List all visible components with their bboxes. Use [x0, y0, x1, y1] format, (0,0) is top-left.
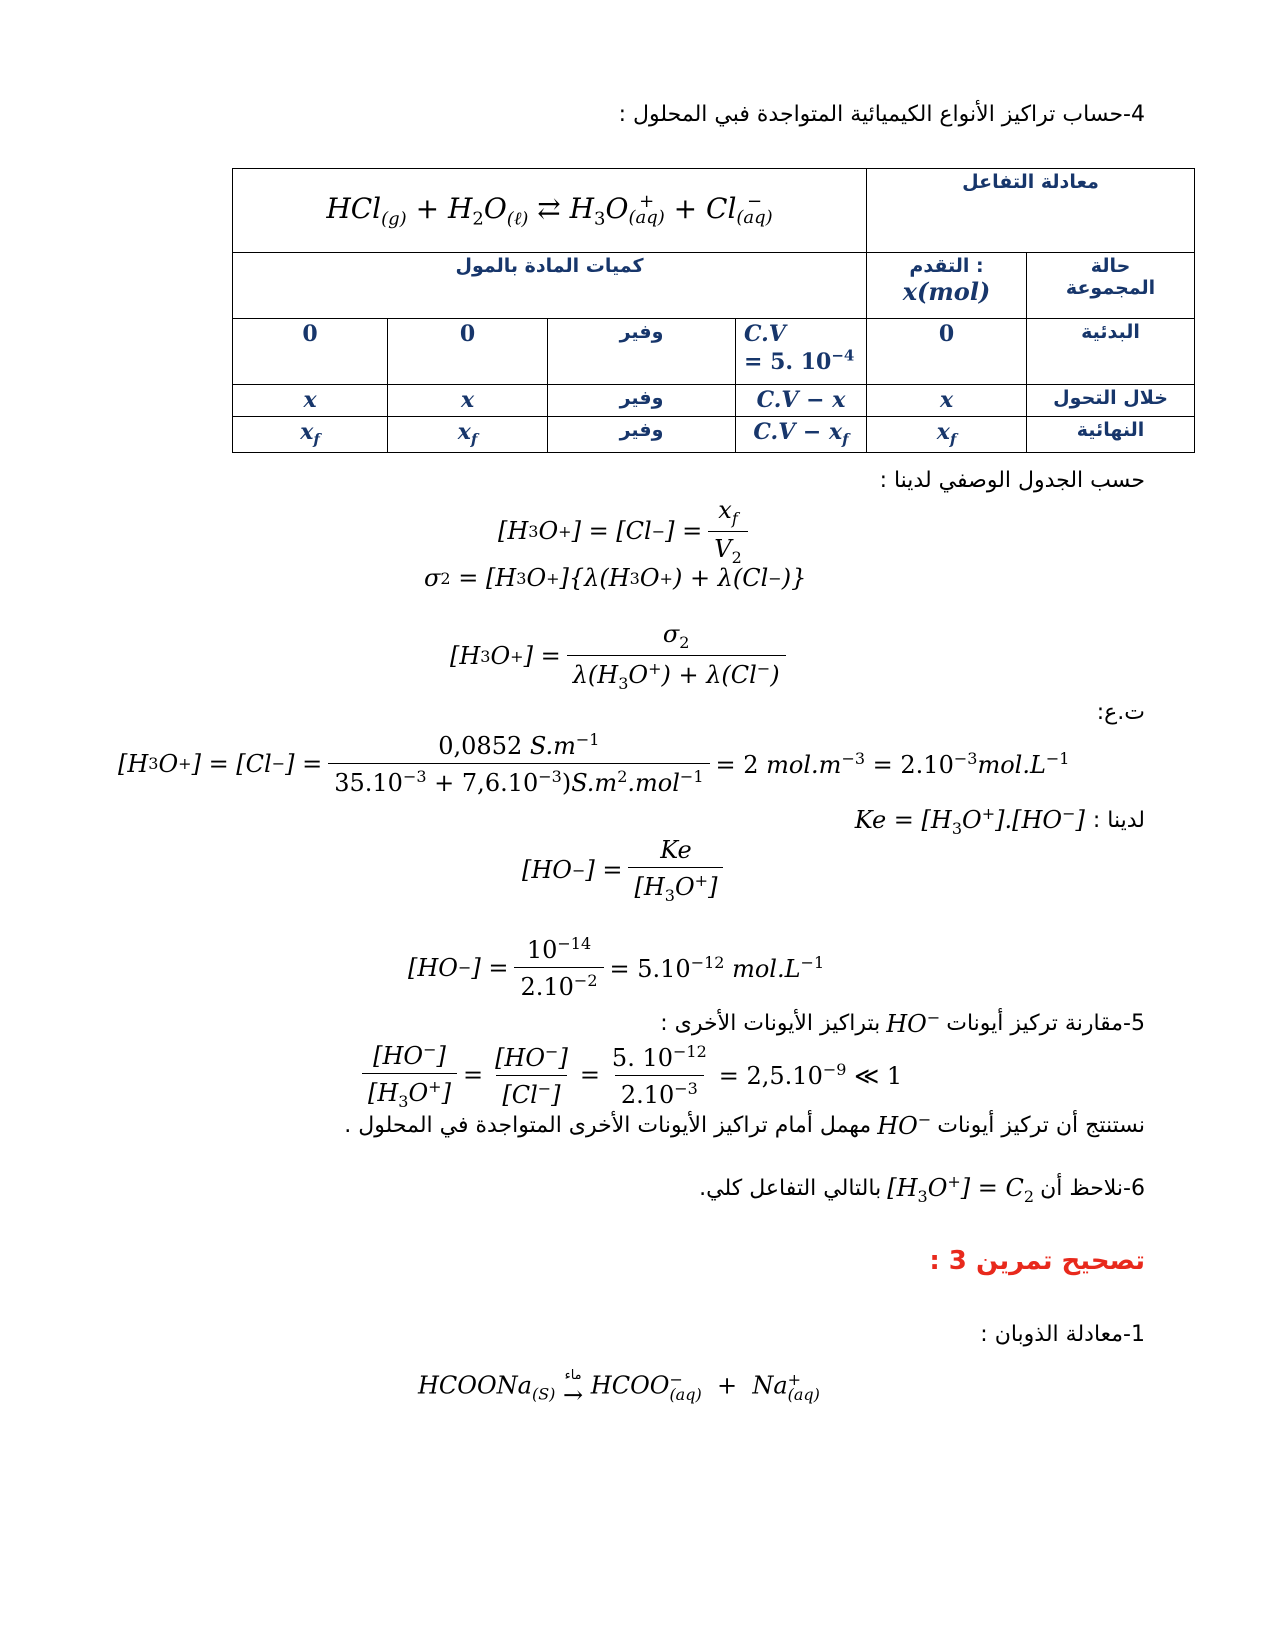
quantities-label: كميات المادة بالمول [233, 253, 867, 319]
cell-water: وفير [548, 417, 736, 453]
question-1-heading: 1-معادلة الذوبان : [980, 1322, 1145, 1347]
conclusion-part-b: مهمل أمام تراكيز الأيونات الأخرى المتواجدة في المحلول . [344, 1112, 872, 1138]
cell-h3o: $x_f$ [388, 417, 548, 453]
dissolution-equation: HCOONa$_{(S)}$ ماء → HCOO − (aq) + Na + (aq) [418, 1368, 820, 1409]
state-label-line2: المجموعة [1065, 277, 1156, 299]
cell-h3o: x [388, 385, 548, 417]
ke-prefix: لدينا : [1092, 808, 1145, 834]
advance-label: التقدم : [909, 255, 984, 277]
cell-cl: 0 [233, 319, 388, 385]
advance-unit: x(mol) [902, 277, 991, 306]
conclusion-part-a: نستنتج أن تركيز أيونات [937, 1112, 1145, 1138]
cell-state: النهائية [1027, 417, 1195, 453]
cell-hcl: C.V − x [736, 385, 867, 417]
conclusion-line-1 [344, 1110, 1145, 1140]
according-table-text: حسب الجدول الوصفي لدينا : [879, 468, 1145, 493]
cell-hcl: $C.V - x_f$ [736, 417, 867, 453]
ke-line [855, 804, 1145, 838]
numerical-application-label: ت.ع: [1096, 700, 1145, 725]
equation-ratio: $\frac{[HO^-]}{[H_3O^+]}$ = $\frac{[HO^-]}{[Cl^-]}$ = $\frac{5. 10^{-12}}{2.10^{-3}}$ = $2,5.10^{-9}$ ≪ 1 [356, 1040, 902, 1111]
cell-x: x [867, 385, 1027, 417]
water-label: ماء [564, 1368, 582, 1383]
cell-hcl: C.V = 5. $10^{-4}$ [736, 319, 867, 385]
cell-cl: $x_f$ [233, 417, 388, 453]
equation-conductivity: σ 2 = [H 3 O + ]{λ(H 3 O + ) + λ(Cl − )} [424, 564, 807, 592]
q6-part-a: 6-نلاحظ أن [1040, 1176, 1145, 1202]
cell-x: 0 [867, 319, 1027, 385]
equation-concentration: [H 3 O + ] = [Cl − ] = $\frac{x_f}{V_2}$ [498, 496, 754, 567]
conclusion-ion: HO− [877, 1110, 932, 1140]
q6-equation: $[H_3O^+] = C_2$ [887, 1172, 1035, 1206]
equation-ho-expression: [HO − ] = $\frac{Ke}{[H_3O^+]}$ [522, 836, 729, 905]
question-6-line [699, 1172, 1145, 1206]
exercise-3-title: تصحيح تمرين 3 : [929, 1246, 1145, 1276]
table-row-during [233, 385, 1195, 417]
question-4-heading: 4-حساب تراكيز الأنواع الكيميائية المتواجدة فبي المحلول : [618, 102, 1145, 127]
equation-ho-numeric: [HO − ] = $\frac{10^{-14}}{2.10^{-2}}$ = $5.10^{-12}$ $mol.L^{-1}$ [408, 934, 825, 1001]
cell-water: وفير [548, 385, 736, 417]
q5-heading-part-a: 5-مقارنة تركيز أيونات [946, 1010, 1145, 1036]
reaction-equation-cell: $HCl_{(g)} + H_2O_{(\ell)}$ ⇄ $H_3O$ + (aq) + Cl − (aq) [233, 169, 867, 253]
ke-equation: $Ke = [H_3O^+].[HO^-]$ [854, 804, 1085, 838]
cell-h3o: 0 [388, 319, 548, 385]
cell-cl: x [233, 385, 388, 417]
equation-h3o-expression: [H 3 O + ] = $\frac{\sigma_2}{\lambda(H_3O^+) + \lambda(Cl^-)}$ [450, 620, 792, 693]
reaction-label: معادلة التفاعل [867, 169, 1195, 253]
cell-state: البدئية [1027, 319, 1195, 385]
advance-header [867, 253, 1027, 319]
state-header [1027, 253, 1195, 319]
state-label-line1: حالة [1090, 255, 1131, 277]
question-5-heading [660, 1008, 1145, 1038]
table-row-initial [233, 319, 1195, 385]
reaction-progress-table [232, 168, 1195, 453]
cell-x: $x_f$ [867, 417, 1027, 453]
cell-state: خلال التحول [1027, 385, 1195, 417]
cell-water: وفير [548, 319, 736, 385]
q6-part-b: بالتالي التفاعل كلي. [699, 1176, 882, 1202]
q5-ion: HO− [886, 1008, 941, 1038]
q5-heading-part-b: بتراكيز الأيونات الأخرى : [660, 1010, 881, 1036]
equation-numeric: [H 3 O + ] = [Cl − ] = $\frac{0,0852 S.m^{-1}}{35.10^{-3} + 7,6.10^{-3})S.m^2.mol^{-1}}$ = 2 $mol.m^{-3} = 2.10^{-3}mol.L^{-1}$ [118, 730, 1070, 797]
table-row-final [233, 417, 1195, 453]
